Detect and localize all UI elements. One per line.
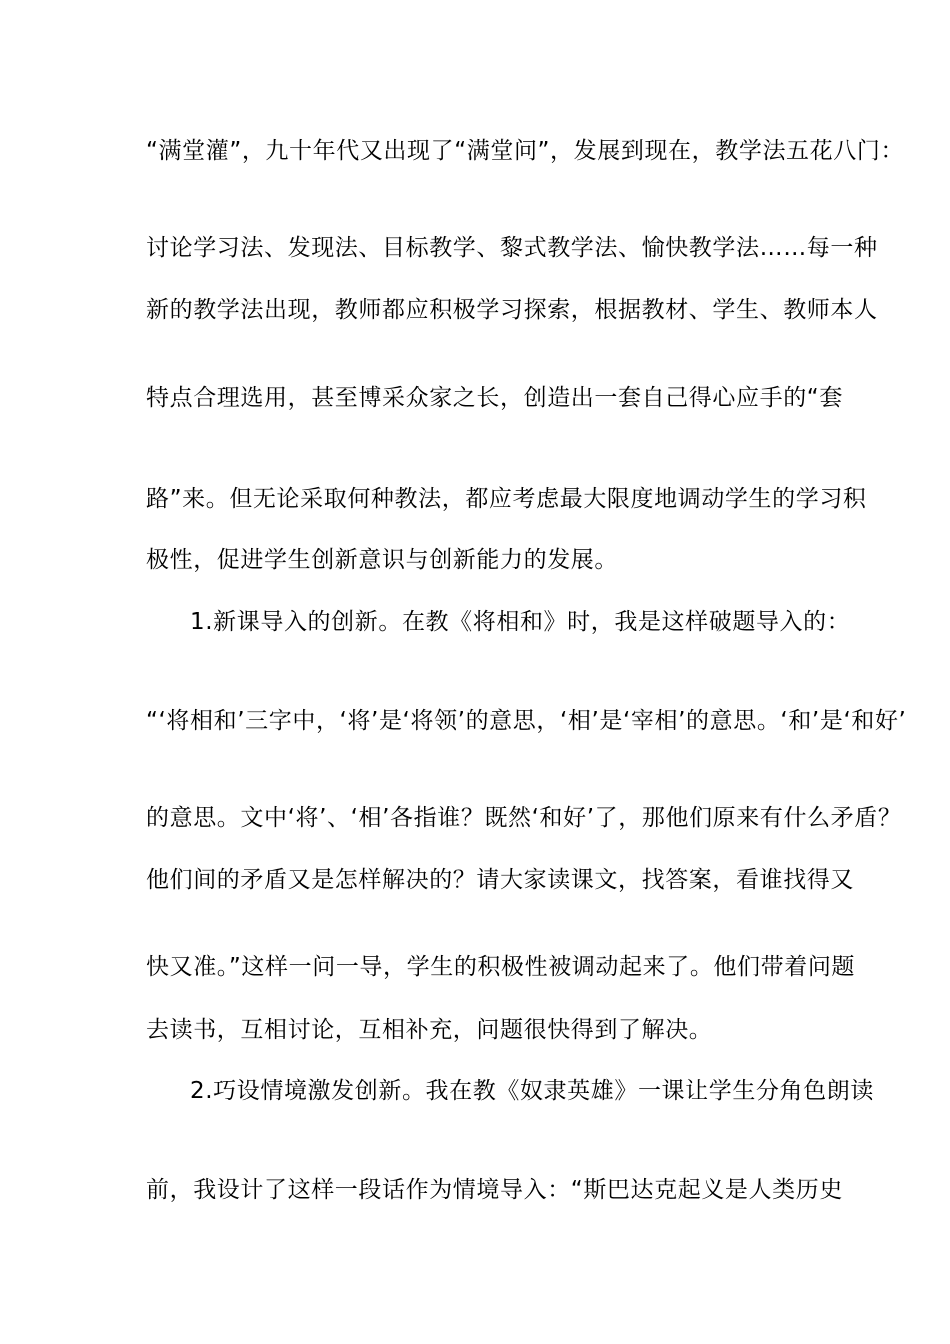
paragraph-line: 他们间的矛盾又是怎样解决的？请大家读课文，找答案，看谁找得又 (146, 867, 854, 893)
paragraph-line: 去读书，互相讨论，互相补充，问题很快得到了解决。 (146, 1017, 713, 1043)
paragraph-line: 极性，促进学生创新意识与创新能力的发展。 (146, 547, 618, 573)
paragraph-line: 1.新课导入的创新。在教《将相和》时，我是这样破题导入的： (190, 609, 851, 635)
paragraph-line: 新的教学法出现，教师都应积极学习探索，根据教材、学生、教师本人 (146, 297, 878, 323)
paragraph-line: 2.巧设情境激发创新。我在教《奴隶英雄》一课让学生分角色朗读 (190, 1078, 874, 1104)
paragraph-line: 的意思。文中‘将’、‘相’各指谁？既然‘和好’了，那他们原来有什么矛盾？ (146, 805, 902, 831)
paragraph-line: 路”来。但无论采取何种教法，都应考虑最大限度地调动学生的学习积 (146, 486, 867, 512)
paragraph-line: 讨论学习法、发现法、目标教学、黎式教学法、愉快教学法……每一种 (146, 235, 878, 261)
paragraph-line: “满堂灌”，九十年代又出现了“满堂问”，发展到现在，教学法五花八门： (146, 138, 905, 164)
paragraph-line: 特点合理选用，甚至博采众家之长，创造出一套自己得心应手的“套 (146, 385, 843, 411)
paragraph-line: 前，我设计了这样一段话作为情境导入：“斯巴达克起义是人类历史 (146, 1177, 843, 1203)
paragraph-line: “‘将相和’三字中，‘将’是‘将领’的意思，‘相’是‘宰相’的意思。‘和’是‘和好’ (146, 708, 907, 734)
paragraph-line: 快又准。”这样一问一导，学生的积极性被调动起来了。他们带着问题 (146, 954, 856, 980)
